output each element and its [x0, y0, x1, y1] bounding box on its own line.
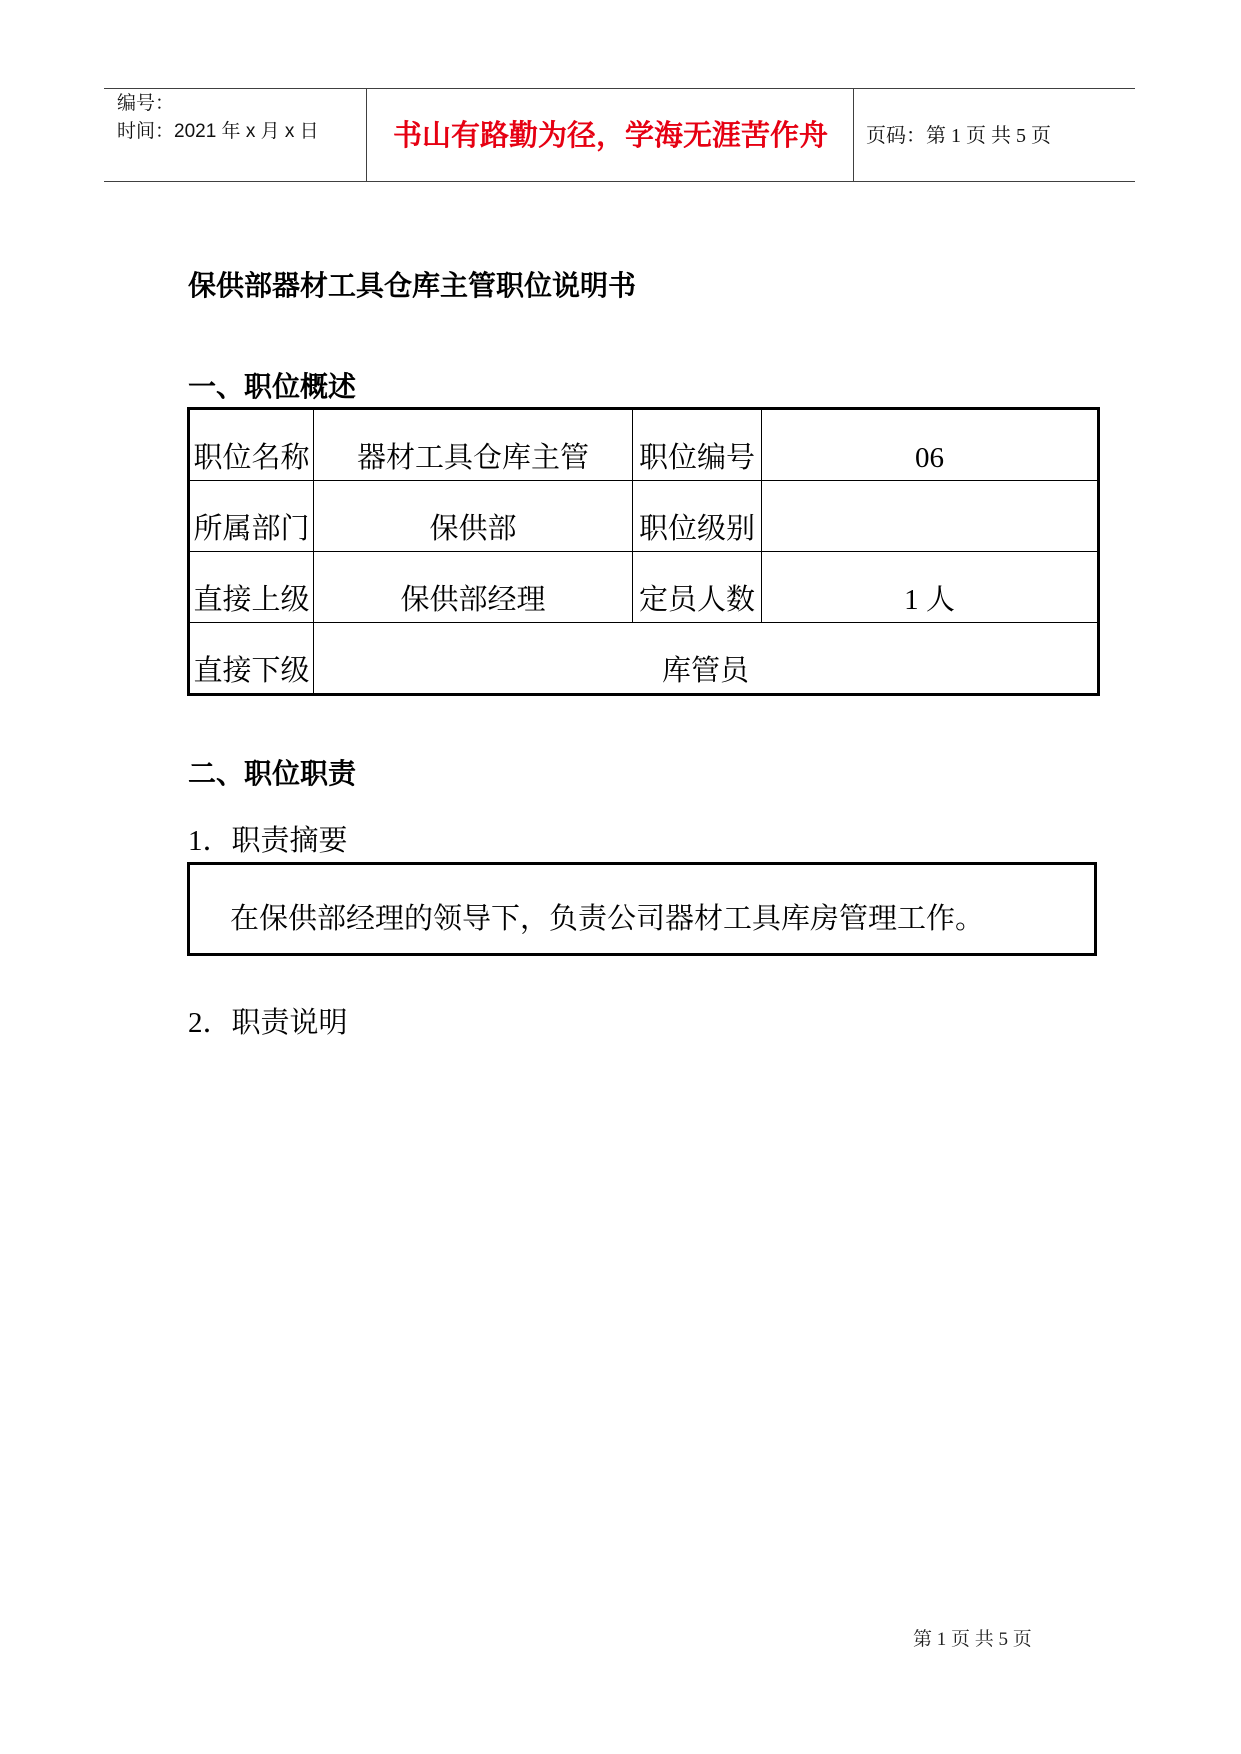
cell-label: 定员人数	[633, 552, 762, 623]
document-time-label: 时间：2021 年 x 月 x 日	[117, 121, 319, 142]
duty-summary-box	[187, 862, 1097, 956]
header-bottom-rule	[104, 181, 1135, 182]
table-row	[189, 409, 1099, 481]
header-page-info: 页码：第 1 页 共 5 页	[866, 125, 1051, 147]
cell-value: 1 人	[762, 552, 1099, 623]
header-top-rule	[104, 88, 1135, 89]
section-overview-heading: 一、职位概述	[188, 370, 357, 403]
duty-summary-text: 在保供部经理的领导下，负责公司器材工具库房管理工作。	[230, 903, 985, 935]
duty-summary-heading: 1．职责摘要	[188, 825, 348, 857]
cell-label: 职位编号	[633, 409, 762, 481]
document-number-label: 编号：	[117, 93, 175, 114]
cell-label: 所属部门	[189, 481, 314, 552]
position-overview-table	[187, 407, 1100, 696]
cell-value: 保供部经理	[314, 552, 633, 623]
header-motto: 书山有路勤为径，学海无涯苦作舟	[392, 120, 828, 152]
table-row	[189, 623, 1099, 695]
table-row	[189, 481, 1099, 552]
cell-label: 职位级别	[633, 481, 762, 552]
cell-value	[762, 481, 1099, 552]
table-row	[189, 552, 1099, 623]
cell-label: 直接下级	[189, 623, 314, 695]
cell-label: 直接上级	[189, 552, 314, 623]
cell-label: 职位名称	[189, 409, 314, 481]
cell-value: 器材工具仓库主管	[314, 409, 633, 481]
duty-details-heading: 2．职责说明	[188, 1007, 348, 1039]
section-duties-heading: 二、职位职责	[188, 757, 357, 790]
cell-value: 库管员	[314, 623, 1099, 695]
cell-value: 06	[762, 409, 1099, 481]
document-title: 保供部器材工具仓库主管职位说明书	[188, 269, 637, 302]
cell-value: 保供部	[314, 481, 633, 552]
footer-page-number: 第 1 页 共 5 页	[913, 1629, 1032, 1650]
